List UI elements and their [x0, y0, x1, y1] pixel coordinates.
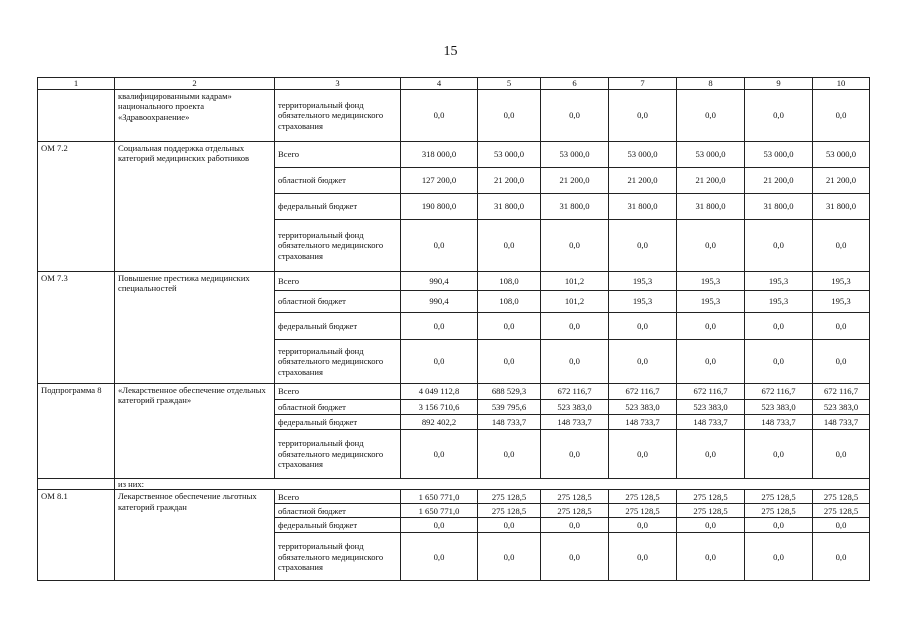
amount-cell: 672 116,7: [813, 384, 870, 400]
row-code: ОМ 7.2: [38, 142, 115, 272]
header-cell: 2: [115, 78, 275, 90]
amount-cell: 0,0: [541, 220, 609, 272]
amount-cell: 688 529,3: [478, 384, 541, 400]
amount-cell: 275 128,5: [541, 490, 609, 504]
amount-cell: 31 800,0: [541, 194, 609, 220]
funding-source: федеральный бюджет: [275, 194, 401, 220]
amount-cell: 0,0: [401, 220, 478, 272]
amount-cell: 148 733,7: [478, 415, 541, 430]
amount-cell: 0,0: [609, 220, 677, 272]
amount-cell: 0,0: [478, 90, 541, 142]
amount-cell: 275 128,5: [478, 504, 541, 518]
amount-cell: 101,2: [541, 272, 609, 291]
table-row: [38, 142, 870, 168]
measure-name: Социальная поддержка отдельных категорий медицинских работников: [115, 142, 275, 272]
measure-name: Лекарственное обеспечение льготных категорий граждан: [115, 490, 275, 581]
funding-source: Всего: [275, 272, 401, 291]
funding-source: Всего: [275, 490, 401, 504]
funding-source: федеральный бюджет: [275, 313, 401, 340]
amount-cell: 672 116,7: [677, 384, 745, 400]
amount-cell: 31 800,0: [609, 194, 677, 220]
amount-cell: 275 128,5: [813, 490, 870, 504]
amount-cell: 0,0: [609, 430, 677, 479]
row-code: ОМ 7.3: [38, 272, 115, 384]
header-cell: 10: [813, 78, 870, 90]
table-row: [38, 479, 870, 490]
amount-cell: 0,0: [745, 430, 813, 479]
amount-cell: 21 200,0: [677, 168, 745, 194]
amount-cell: 275 128,5: [609, 490, 677, 504]
amount-cell: 275 128,5: [745, 490, 813, 504]
funding-source: областной бюджет: [275, 504, 401, 518]
header-cell: 9: [745, 78, 813, 90]
header-cell: 1: [38, 78, 115, 90]
amount-cell: 990,4: [401, 291, 478, 313]
amount-cell: 21 200,0: [541, 168, 609, 194]
header-cell: 4: [401, 78, 478, 90]
measure-name: квалифицированными кадрам» национального проекта «Здравоохранение»: [115, 90, 275, 142]
amount-cell: 0,0: [478, 313, 541, 340]
amount-cell: 0,0: [541, 340, 609, 384]
amount-cell: 990,4: [401, 272, 478, 291]
funding-source: федеральный бюджет: [275, 415, 401, 430]
amount-cell: 0,0: [478, 533, 541, 581]
amount-cell: 0,0: [541, 518, 609, 533]
amount-cell: 0,0: [813, 313, 870, 340]
amount-cell: 148 733,7: [609, 415, 677, 430]
amount-cell: 0,0: [541, 430, 609, 479]
table-row: [38, 90, 870, 142]
amount-cell: 53 000,0: [745, 142, 813, 168]
table-row: [38, 272, 870, 291]
amount-cell: 1 650 771,0: [401, 504, 478, 518]
amount-cell: 0,0: [677, 533, 745, 581]
header-row: [38, 78, 870, 90]
amount-cell: 4 049 112,8: [401, 384, 478, 400]
funding-source: территориальный фонд обязательного медицинского страхования: [275, 430, 401, 479]
amount-cell: 53 000,0: [609, 142, 677, 168]
amount-cell: 0,0: [478, 340, 541, 384]
amount-cell: 0,0: [609, 533, 677, 581]
table-row: [38, 490, 870, 504]
amount-cell: 21 200,0: [609, 168, 677, 194]
amount-cell: 21 200,0: [813, 168, 870, 194]
page-number: 15: [443, 44, 458, 59]
amount-cell: 275 128,5: [677, 504, 745, 518]
amount-cell: 195,3: [745, 291, 813, 313]
amount-cell: 0,0: [745, 90, 813, 142]
amount-cell: 892 402,2: [401, 415, 478, 430]
amount-cell: 31 800,0: [813, 194, 870, 220]
amount-cell: 672 116,7: [541, 384, 609, 400]
amount-cell: 0,0: [541, 313, 609, 340]
amount-cell: 0,0: [401, 518, 478, 533]
amount-cell: 148 733,7: [541, 415, 609, 430]
amount-cell: 318 000,0: [401, 142, 478, 168]
header-cell: 7: [609, 78, 677, 90]
measure-name: «Лекарственное обеспечение отдельных категорий граждан»: [115, 384, 275, 479]
amount-cell: 195,3: [609, 272, 677, 291]
amount-cell: 190 800,0: [401, 194, 478, 220]
amount-cell: 53 000,0: [478, 142, 541, 168]
amount-cell: 0,0: [677, 220, 745, 272]
funding-source: Всего: [275, 142, 401, 168]
amount-cell: 0,0: [478, 430, 541, 479]
amount-cell: 0,0: [401, 90, 478, 142]
amount-cell: 0,0: [745, 313, 813, 340]
amount-cell: 195,3: [609, 291, 677, 313]
funding-source: областной бюджет: [275, 168, 401, 194]
amount-cell: 101,2: [541, 291, 609, 313]
amount-cell: 0,0: [677, 430, 745, 479]
amount-cell: 0,0: [478, 220, 541, 272]
of-them-label: из них:: [115, 479, 870, 490]
amount-cell: 0,0: [677, 90, 745, 142]
amount-cell: 0,0: [609, 90, 677, 142]
amount-cell: 523 383,0: [813, 400, 870, 415]
amount-cell: 53 000,0: [813, 142, 870, 168]
funding-source: федеральный бюджет: [275, 518, 401, 533]
amount-cell: 0,0: [677, 340, 745, 384]
amount-cell: 0,0: [541, 533, 609, 581]
amount-cell: 195,3: [813, 272, 870, 291]
amount-cell: 148 733,7: [745, 415, 813, 430]
amount-cell: 0,0: [401, 533, 478, 581]
funding-source: областной бюджет: [275, 400, 401, 415]
amount-cell: 0,0: [609, 518, 677, 533]
amount-cell: 1 650 771,0: [401, 490, 478, 504]
amount-cell: 539 795,6: [478, 400, 541, 415]
amount-cell: 53 000,0: [541, 142, 609, 168]
amount-cell: 0,0: [813, 220, 870, 272]
amount-cell: 0,0: [813, 340, 870, 384]
amount-cell: 21 200,0: [478, 168, 541, 194]
header-cell: 8: [677, 78, 745, 90]
amount-cell: 148 733,7: [677, 415, 745, 430]
amount-cell: 3 156 710,6: [401, 400, 478, 415]
amount-cell: 0,0: [745, 340, 813, 384]
amount-cell: 108,0: [478, 272, 541, 291]
amount-cell: 195,3: [745, 272, 813, 291]
amount-cell: 127 200,0: [401, 168, 478, 194]
header-cell: 3: [275, 78, 401, 90]
amount-cell: 21 200,0: [745, 168, 813, 194]
amount-cell: 0,0: [745, 533, 813, 581]
amount-cell: 523 383,0: [609, 400, 677, 415]
funding-source: Всего: [275, 384, 401, 400]
amount-cell: 0,0: [541, 90, 609, 142]
amount-cell: 275 128,5: [745, 504, 813, 518]
amount-cell: 275 128,5: [478, 490, 541, 504]
row-code: Подпрограмма 8: [38, 384, 115, 479]
row-code: [38, 90, 115, 142]
amount-cell: 523 383,0: [745, 400, 813, 415]
amount-cell: 275 128,5: [813, 504, 870, 518]
amount-cell: 0,0: [813, 430, 870, 479]
amount-cell: 31 800,0: [745, 194, 813, 220]
amount-cell: 31 800,0: [677, 194, 745, 220]
row-code: ОМ 8.1: [38, 490, 115, 581]
amount-cell: 0,0: [813, 533, 870, 581]
amount-cell: 0,0: [745, 220, 813, 272]
amount-cell: 53 000,0: [677, 142, 745, 168]
table-row: [38, 384, 870, 400]
header-cell: 5: [478, 78, 541, 90]
budget-table: [37, 77, 870, 581]
amount-cell: 0,0: [401, 340, 478, 384]
funding-source: территориальный фонд обязательного медицинского страхования: [275, 340, 401, 384]
amount-cell: 0,0: [813, 518, 870, 533]
funding-source: территориальный фонд обязательного медицинского страхования: [275, 220, 401, 272]
amount-cell: 0,0: [677, 518, 745, 533]
amount-cell: 523 383,0: [541, 400, 609, 415]
amount-cell: 0,0: [745, 518, 813, 533]
amount-cell: 148 733,7: [813, 415, 870, 430]
amount-cell: 108,0: [478, 291, 541, 313]
amount-cell: 523 383,0: [677, 400, 745, 415]
amount-cell: 0,0: [677, 313, 745, 340]
amount-cell: 275 128,5: [541, 504, 609, 518]
amount-cell: 0,0: [478, 518, 541, 533]
amount-cell: 672 116,7: [745, 384, 813, 400]
amount-cell: 0,0: [609, 313, 677, 340]
amount-cell: 0,0: [813, 90, 870, 142]
amount-cell: 672 116,7: [609, 384, 677, 400]
amount-cell: 275 128,5: [609, 504, 677, 518]
funding-source: областной бюджет: [275, 291, 401, 313]
amount-cell: 195,3: [677, 272, 745, 291]
row-code: [38, 479, 115, 490]
header-cell: 6: [541, 78, 609, 90]
amount-cell: 31 800,0: [478, 194, 541, 220]
amount-cell: 0,0: [609, 340, 677, 384]
funding-source: территориальный фонд обязательного медицинского страхования: [275, 90, 401, 142]
amount-cell: 0,0: [401, 313, 478, 340]
amount-cell: 195,3: [677, 291, 745, 313]
amount-cell: 0,0: [401, 430, 478, 479]
amount-cell: 195,3: [813, 291, 870, 313]
measure-name: Повышение престижа медицинских специальностей: [115, 272, 275, 384]
amount-cell: 275 128,5: [677, 490, 745, 504]
funding-source: территориальный фонд обязательного медицинского страхования: [275, 533, 401, 581]
